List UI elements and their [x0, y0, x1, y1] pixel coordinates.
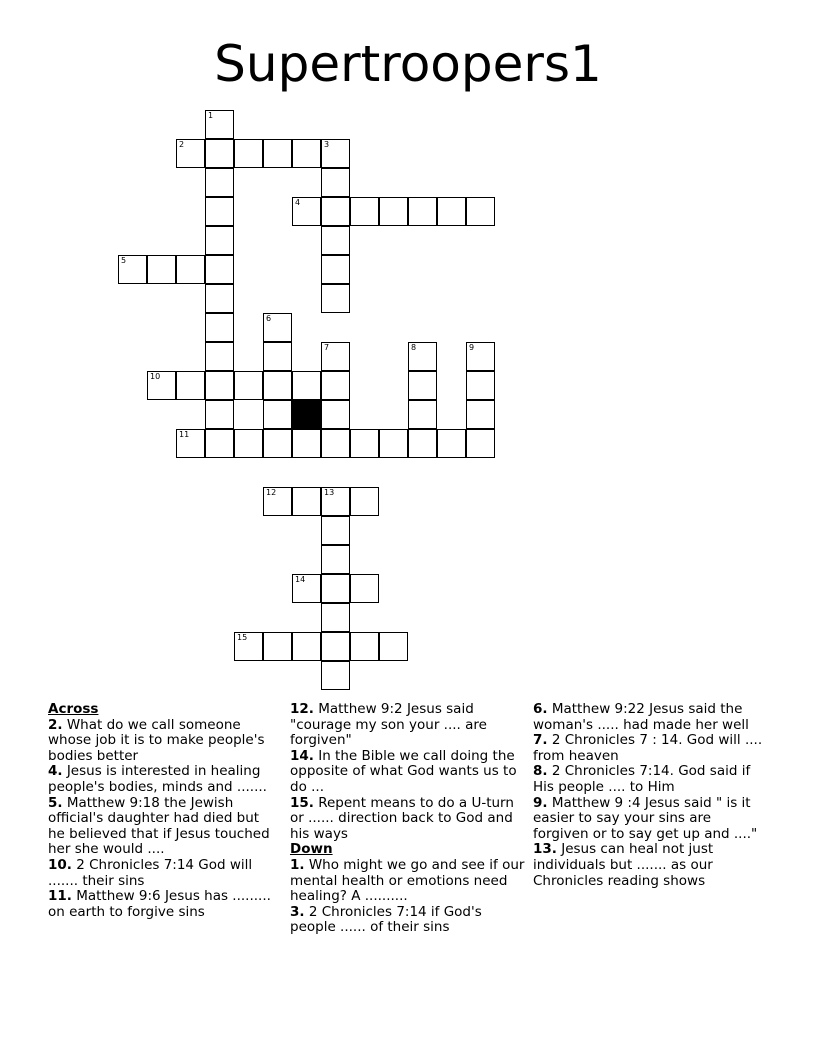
grid-cell[interactable]	[263, 400, 292, 429]
grid-cell[interactable]	[205, 371, 234, 400]
clue-column-2	[290, 702, 526, 936]
grid-cell[interactable]	[205, 313, 234, 342]
cell-number: 11	[179, 430, 190, 439]
grid-cell[interactable]	[408, 429, 437, 458]
grid-cell[interactable]	[321, 168, 350, 197]
grid-cell[interactable]	[292, 574, 321, 603]
cell-number: 7	[324, 343, 330, 352]
across-clue-11: 11. Matthew 9:6 Jesus has ......... on earth to forgive sins	[48, 888, 271, 920]
grid-cell[interactable]	[234, 429, 263, 458]
grid-cell[interactable]	[350, 429, 379, 458]
grid-cell[interactable]	[292, 371, 321, 400]
grid-cell[interactable]	[292, 139, 321, 168]
grid-cell[interactable]	[147, 371, 176, 400]
cell-number: 14	[295, 575, 306, 584]
down-clue-9: 9. Matthew 9 :4 Jesus said " is it easier to say your sins are forgiven or to say get up and ...."	[533, 794, 758, 842]
grid-cell[interactable]	[263, 371, 292, 400]
grid-cell[interactable]	[437, 429, 466, 458]
cell-number: 9	[469, 343, 475, 352]
grid-cell[interactable]	[292, 632, 321, 661]
grid-cell[interactable]	[350, 197, 379, 226]
grid-cell[interactable]	[350, 632, 379, 661]
grid-cell[interactable]	[321, 545, 350, 574]
across-clue-12: 12. Matthew 9:2 Jesus said "courage my son your .... are forgiven"	[290, 701, 487, 749]
across-clue-15: 15. Repent means to do a U-turn or ...... direction back to God and his ways	[290, 794, 514, 842]
cell-number: 10	[150, 372, 161, 381]
grid-cell[interactable]	[408, 197, 437, 226]
grid-cell[interactable]	[321, 661, 350, 690]
across-clue-4: 4. Jesus is interested in healing people's bodies, minds and .......	[48, 763, 267, 795]
grid-cell[interactable]	[205, 342, 234, 371]
grid-cell[interactable]	[176, 429, 205, 458]
grid-cell[interactable]	[321, 371, 350, 400]
grid-cell[interactable]	[321, 400, 350, 429]
grid-cell[interactable]	[379, 429, 408, 458]
cell-number: 6	[266, 314, 272, 323]
grid-cell[interactable]	[321, 226, 350, 255]
grid-cell[interactable]	[321, 342, 350, 371]
grid-cell[interactable]	[321, 255, 350, 284]
down-clue-13: 13. Jesus can heal not just individuals but ....... as our Chronicles reading shows	[533, 841, 714, 889]
grid-cell[interactable]	[321, 197, 350, 226]
grid-cell[interactable]	[321, 487, 350, 516]
grid-cell[interactable]	[350, 487, 379, 516]
cell-number: 15	[237, 633, 248, 642]
across-clue-5: 5. Matthew 9:18 the Jewish official's daughter had died but he believed that if Jesus touched her she would ....	[48, 794, 270, 858]
grid-cell[interactable]	[321, 516, 350, 545]
grid-cell[interactable]	[176, 371, 205, 400]
grid-cell[interactable]	[263, 139, 292, 168]
grid-cell[interactable]	[234, 371, 263, 400]
grid-cell[interactable]	[234, 139, 263, 168]
cell-number: 5	[121, 256, 127, 265]
grid-cell[interactable]	[437, 197, 466, 226]
grid-cell[interactable]	[466, 371, 495, 400]
down-header: Down	[290, 841, 333, 858]
grid-cell[interactable]	[234, 632, 263, 661]
grid-cell[interactable]	[408, 371, 437, 400]
cell-number: 13	[324, 488, 335, 497]
grid-cell[interactable]	[118, 255, 147, 284]
grid-cell[interactable]	[466, 342, 495, 371]
down-clue-3: 3. 2 Chronicles 7:14 if God's people ...... of their sins	[290, 903, 482, 936]
across-clue-10: 10. 2 Chronicles 7:14 God will ....... their sins	[48, 856, 253, 889]
grid-cell[interactable]	[205, 226, 234, 255]
grid-cell[interactable]	[321, 603, 350, 632]
grid-cell[interactable]	[321, 632, 350, 661]
cell-number: 1	[208, 111, 214, 120]
grid-cell[interactable]	[263, 429, 292, 458]
grid-cell[interactable]	[292, 487, 321, 516]
across-clue-2: 2. What do we call someone whose job it is to make people's bodies better	[48, 716, 265, 764]
grid-cell[interactable]	[205, 139, 234, 168]
page-title: Supertroopers1	[214, 35, 602, 93]
grid-cell[interactable]	[263, 313, 292, 342]
grid-cell[interactable]	[379, 632, 408, 661]
cell-number: 8	[411, 343, 417, 352]
across-header: Across	[48, 701, 99, 717]
down-clue-8: 8. 2 Chronicles 7:14. God said if His people .... to Him	[533, 763, 751, 795]
black-square	[292, 400, 321, 429]
grid-cell[interactable]	[321, 284, 350, 313]
clue-column-3	[533, 702, 765, 889]
grid-cell[interactable]	[147, 255, 176, 284]
grid-cell[interactable]	[379, 197, 408, 226]
grid-cell[interactable]	[321, 429, 350, 458]
grid-cell[interactable]	[176, 139, 205, 168]
grid-cell[interactable]	[408, 400, 437, 429]
clue-column-1	[48, 702, 280, 920]
cell-number: 2	[179, 140, 185, 149]
across-clue-14: 14. In the Bible we call doing the opposite of what God wants us to do ...	[290, 747, 517, 795]
grid-cell[interactable]	[205, 197, 234, 226]
cell-number: 3	[324, 140, 330, 149]
grid-cell[interactable]	[205, 110, 234, 139]
grid-cell[interactable]	[321, 139, 350, 168]
grid-cell[interactable]	[321, 574, 350, 603]
cell-number: 4	[295, 198, 301, 207]
grid-cell[interactable]	[205, 168, 234, 197]
grid-cell[interactable]	[292, 197, 321, 226]
grid-cell[interactable]	[263, 342, 292, 371]
grid-cell[interactable]	[205, 429, 234, 458]
grid-cell[interactable]	[205, 400, 234, 429]
down-clue-7: 7. 2 Chronicles 7 : 14. God will .... from heaven	[533, 732, 763, 764]
grid-cell[interactable]	[350, 574, 379, 603]
grid-cell[interactable]	[466, 400, 495, 429]
down-clue-6: 6. Matthew 9:22 Jesus said the woman's ..... had made her well	[533, 701, 749, 733]
grid-cell[interactable]	[205, 284, 234, 313]
cell-number: 12	[266, 488, 277, 497]
down-clue-1: 1. Who might we go and see if our mental health or emotions need healing? A ..........	[290, 856, 525, 905]
grid-cell[interactable]	[176, 255, 205, 284]
grid-cell[interactable]	[466, 429, 495, 458]
grid-cell[interactable]	[205, 255, 234, 284]
grid-cell[interactable]	[292, 429, 321, 458]
grid-cell[interactable]	[408, 342, 437, 371]
grid-cell[interactable]	[263, 487, 292, 516]
grid-cell[interactable]	[263, 632, 292, 661]
grid-cell[interactable]	[466, 197, 495, 226]
